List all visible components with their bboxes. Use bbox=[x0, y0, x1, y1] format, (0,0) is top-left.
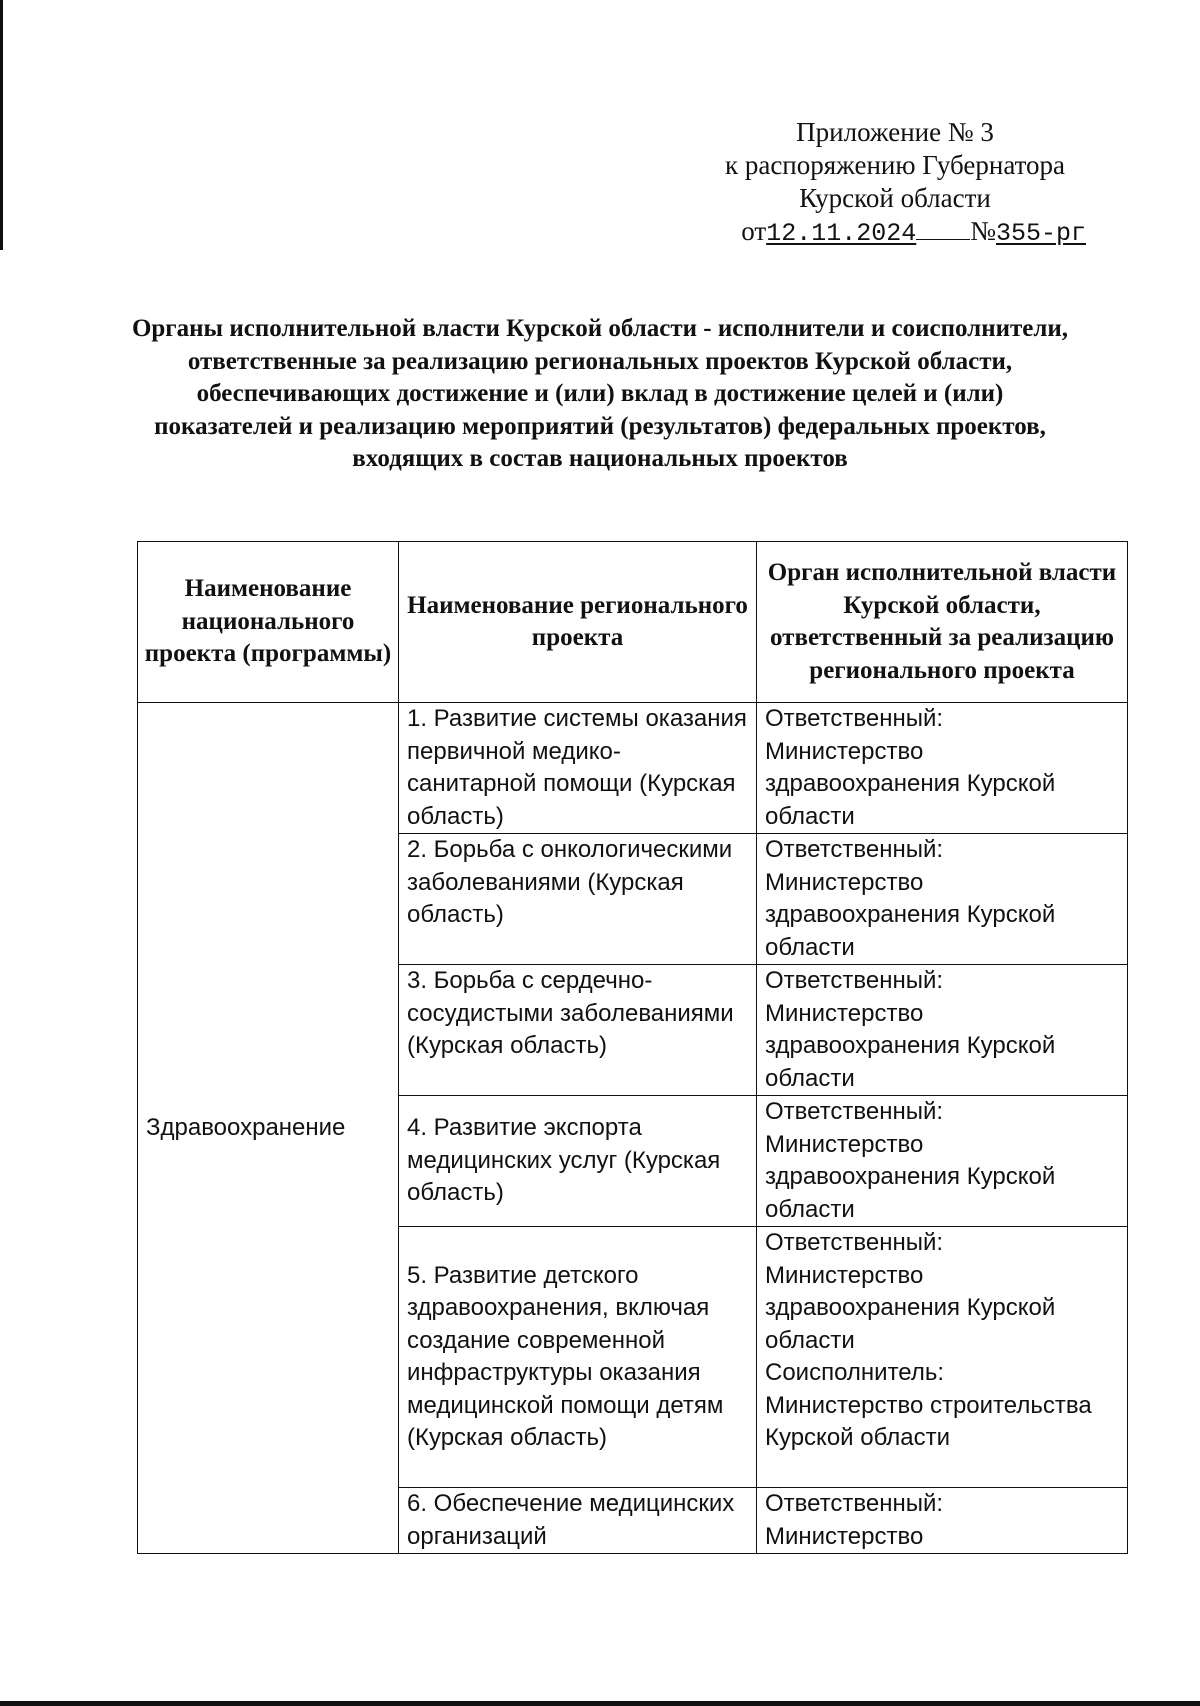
regional-project-name: 6. Обеспечение медицинских организаций bbox=[399, 1488, 757, 1554]
regional-project-name: 3. Борьба с сердечно-сосудистыми заболеваниями (Курская область) bbox=[399, 965, 757, 1096]
responsible-body: Ответственный: Министерство bbox=[757, 1488, 1128, 1554]
national-project-name: Здравоохранение bbox=[138, 703, 399, 1554]
date-underline bbox=[916, 217, 970, 240]
projects-table bbox=[137, 541, 1128, 1554]
order-number: 355-рг bbox=[995, 219, 1086, 248]
order-date: 12.11.2024 bbox=[766, 219, 917, 248]
appendix-header bbox=[690, 116, 1100, 250]
table-row bbox=[138, 703, 1128, 834]
responsible-body: Ответственный: Министерство здравоохранения Курской области bbox=[757, 834, 1128, 965]
appendix-region: Курской области bbox=[799, 183, 991, 213]
header-responsible-body: Орган исполнительной власти Курской области, ответственный за реализацию регионального проекта bbox=[757, 542, 1128, 703]
table-header-row bbox=[138, 542, 1128, 703]
header-national-project: Наименование национального проекта (программы) bbox=[138, 542, 399, 703]
appendix-date-line bbox=[690, 215, 1100, 250]
document-title: Органы исполнительной власти Курской области - исполнители и соисполнители, ответственные за реализацию региональных проектов Курской области, обеспечивающих достижение и (или) вклад в достижение целей и (или) показателей и реализацию мероприятий (результатов) федеральных проектов, входящих в состав национальных проектов bbox=[131, 315, 1069, 472]
regional-project-name: 1. Развитие системы оказания первичной медико-санитарной помощи (Курская область) bbox=[399, 703, 757, 834]
scan-edge-bottom bbox=[0, 1701, 1200, 1706]
number-label: № bbox=[970, 216, 996, 246]
responsible-body: Ответственный: Министерство здравоохранения Курской области bbox=[757, 1096, 1128, 1227]
header-regional-project: Наименование регионального проекта bbox=[399, 542, 757, 703]
from-label: от bbox=[741, 216, 767, 246]
responsible-body: Ответственный: Министерство здравоохранения Курской области Соисполнитель: Министерство строительства Курской области bbox=[757, 1227, 1128, 1488]
regional-project-name: 5. Развитие детского здравоохранения, включая создание современной инфраструктуры оказания медицинской помощи детям (Курская область) bbox=[399, 1227, 757, 1488]
regional-project-name: 2. Борьба с онкологическими заболеваниями (Курская область) bbox=[399, 834, 757, 965]
appendix-number: Приложение № 3 bbox=[796, 117, 994, 147]
appendix-reference: к распоряжению Губернатора bbox=[724, 150, 1066, 180]
responsible-body: Ответственный: Министерство здравоохранения Курской области bbox=[757, 965, 1128, 1096]
responsible-body: Ответственный: Министерство здравоохранения Курской области bbox=[757, 703, 1128, 834]
scan-edge-left bbox=[0, 0, 3, 250]
regional-project-name: 4. Развитие экспорта медицинских услуг (Курская область) bbox=[399, 1096, 757, 1227]
